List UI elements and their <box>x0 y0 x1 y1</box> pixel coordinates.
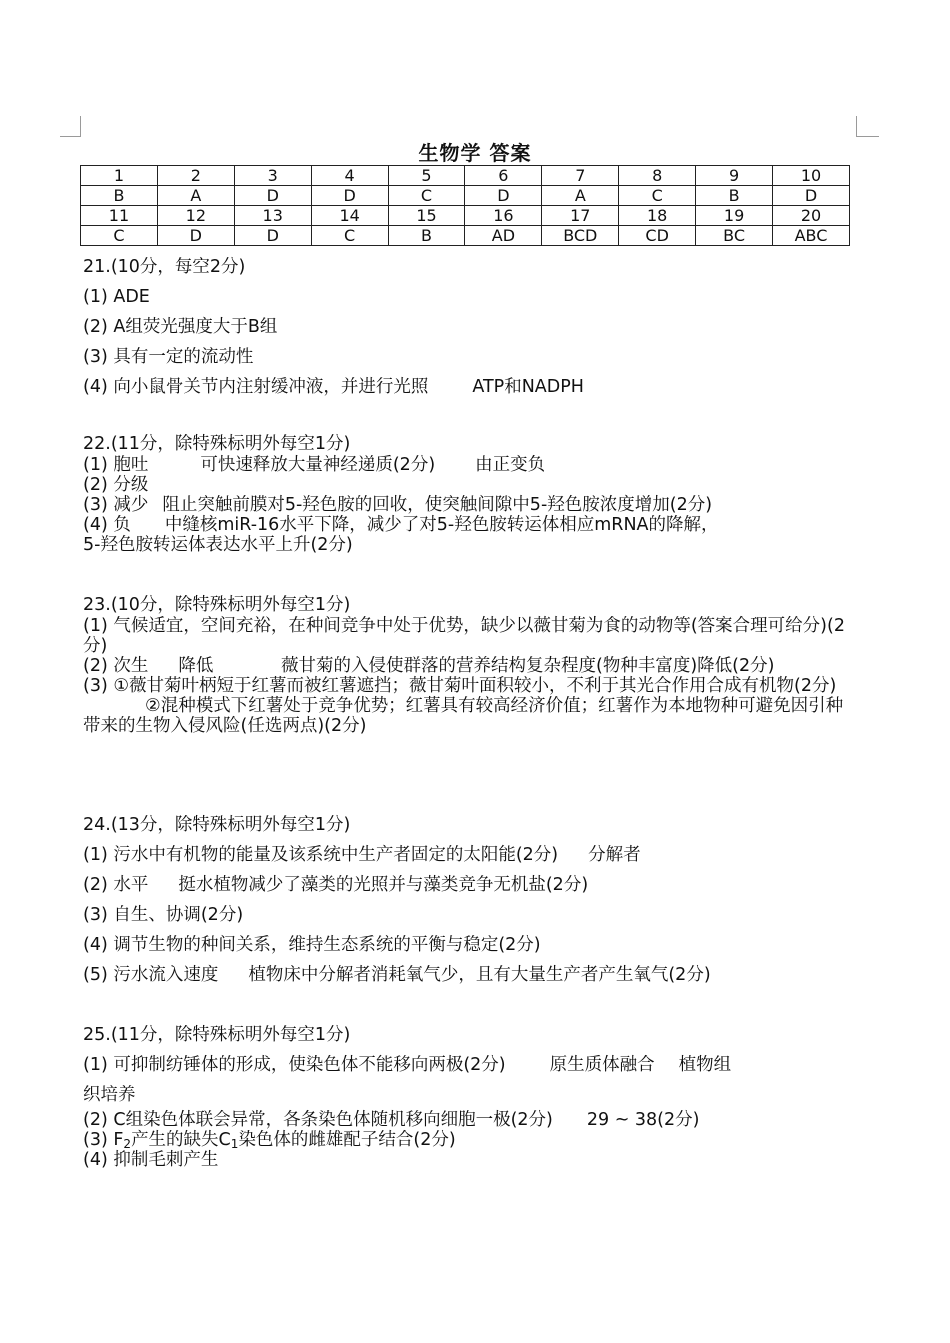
answer-cell: C <box>311 226 388 246</box>
q24-header: 24.(13分，除特殊标明外每空1分) <box>83 815 351 835</box>
question-number-cell: 14 <box>311 206 388 226</box>
answer-cell: B <box>388 226 465 246</box>
q22-answer-1 <box>83 455 873 475</box>
q24-answer-2 <box>83 870 873 900</box>
q21-answer-1: (1) ADE <box>83 287 150 307</box>
question-number-row <box>81 166 850 186</box>
q22-answer-4-part-b: 中缝核miR-16水平下降，减少了对5-羟色胺转运体相应mRNA的降解， <box>164 515 719 535</box>
crop-mark-right <box>856 116 879 137</box>
q24-answer-5-part-a: (5) 污水流入速度 <box>83 965 219 985</box>
q24-answer-2-part-b: 挺水植物减少了藻类的光照并与藻类竞争无机盐(2分) <box>178 875 589 895</box>
q22-answer-4 <box>83 515 873 535</box>
question-number-cell: 1 <box>81 166 158 186</box>
answer-cell: C <box>388 186 465 206</box>
q25-answer-3 <box>83 1130 873 1150</box>
question-23 <box>83 594 853 736</box>
q21-answer-4-part-a: (4) 向小鼠骨关节内注射缓冲液，并进行光照 <box>83 377 429 397</box>
q25-answer-1-part-a: (1) 可抑制纺锤体的形成，使染色体不能移向两极(2分) <box>83 1055 506 1075</box>
q22-answer-4-continued: 5-羟色胺转运体表达水平上升(2分) <box>83 535 353 555</box>
q23-answer-3-part-a: (3) ①薇甘菊叶柄短于红薯而被红薯遮挡；薇甘菊叶面积较小，不利于其光合作用合成有机物(2分) <box>83 676 837 696</box>
q22-answer-3 <box>83 495 873 515</box>
q21-answer-4-part-b: ATP和NADPH <box>472 377 584 397</box>
q24-answer-5 <box>83 960 873 990</box>
q23-answer-1: (1) 气候适宜，空间充裕，在种间竞争中处于优势，缺少以薇甘菊为食的动物等(答案合理可给分)(2分) <box>83 616 845 656</box>
q25-answer-3-text-3: 染色体的雌雄配子结合(2分) <box>238 1130 456 1150</box>
question-number-cell: 15 <box>388 206 465 226</box>
q25-answer-2-part-b: 29 ~ 38(2分) <box>586 1110 700 1130</box>
q25-answer-3-subscript-1: 2 <box>123 1137 132 1151</box>
question-24 <box>83 810 873 990</box>
question-number-cell: 5 <box>388 166 465 186</box>
q23-header: 23.(10分，除特殊标明外每空1分) <box>83 595 351 615</box>
q22-answer-3-part-b: 阻止突触前膜对5-羟色胺的回收，使突触间隙中5-羟色胺浓度增加(2分) <box>162 495 713 515</box>
crop-mark-left <box>60 116 81 137</box>
question-number-cell: 11 <box>81 206 158 226</box>
answer-cell: C <box>619 186 696 206</box>
question-25 <box>83 1020 873 1170</box>
q23-answer-2-part-a: (2) 次生 <box>83 656 149 676</box>
answer-cell: D <box>773 186 850 206</box>
question-number-cell: 18 <box>619 206 696 226</box>
question-number-cell: 16 <box>465 206 542 226</box>
answer-cell: BC <box>696 226 773 246</box>
q25-answer-1-part-c: 植物组 <box>678 1055 732 1075</box>
answer-cell: D <box>465 186 542 206</box>
q22-answer-3-part-a: (3) 减少 <box>83 495 149 515</box>
answer-cell: CD <box>619 226 696 246</box>
question-number-cell: 2 <box>157 166 234 186</box>
question-number-row <box>81 206 850 226</box>
q23-answer-2-part-b: 降低 <box>178 656 214 676</box>
q25-answer-2-part-a: (2) C组染色体联会异常，各条染色体随机移向细胞一极(2分) <box>83 1110 553 1130</box>
q22-answer-1-part-b: 可快速释放大量神经递质(2分) <box>200 455 436 475</box>
q22-answer-2: (2) 分级 <box>83 475 149 495</box>
question-number-cell: 12 <box>157 206 234 226</box>
q22-answer-1-part-c: 由正变负 <box>475 455 546 475</box>
q21-answer-4 <box>83 372 873 402</box>
answer-cell: D <box>234 226 311 246</box>
q24-answer-1-part-b: 分解者 <box>588 845 641 865</box>
answer-cell: D <box>157 226 234 246</box>
question-number-cell: 19 <box>696 206 773 226</box>
question-number-cell: 7 <box>542 166 619 186</box>
q25-answer-1 <box>83 1050 873 1080</box>
question-number-cell: 10 <box>773 166 850 186</box>
question-number-cell: 3 <box>234 166 311 186</box>
question-number-cell: 4 <box>311 166 388 186</box>
answer-row <box>81 186 850 206</box>
q22-header: 22.(11分，除特殊标明外每空1分) <box>83 434 351 454</box>
answer-cell: C <box>81 226 158 246</box>
question-number-cell: 9 <box>696 166 773 186</box>
q25-answer-2 <box>83 1110 873 1130</box>
q24-answer-2-part-a: (2) 水平 <box>83 875 149 895</box>
answer-key-table <box>80 165 850 246</box>
q21-answer-3: (3) 具有一定的流动性 <box>83 347 254 367</box>
question-number-cell: 17 <box>542 206 619 226</box>
q22-answer-4-part-a: (4) 负 <box>83 515 131 535</box>
answer-cell: BCD <box>542 226 619 246</box>
answer-cell: A <box>157 186 234 206</box>
q23-answer-2-part-c: 薇甘菊的入侵使群落的营养结构复杂程度(物种丰富度)降低(2分) <box>281 656 775 676</box>
q24-answer-1 <box>83 840 873 870</box>
question-number-cell: 13 <box>234 206 311 226</box>
question-22 <box>83 433 873 555</box>
answer-row <box>81 226 850 246</box>
answer-cell: ABC <box>773 226 850 246</box>
answer-cell: AD <box>465 226 542 246</box>
question-number-cell: 8 <box>619 166 696 186</box>
q25-answer-3-text-1: (3) F <box>83 1130 124 1150</box>
q25-header: 25.(11分，除特殊标明外每空1分) <box>83 1025 351 1045</box>
q21-header: 21.(10分，每空2分) <box>83 257 246 277</box>
q25-answer-3-subscript-2: 1 <box>230 1137 239 1151</box>
q24-answer-1-part-a: (1) 污水中有机物的能量及该系统中生产者固定的太阳能(2分) <box>83 845 559 865</box>
answer-cell: A <box>542 186 619 206</box>
q23-answer-3-part-b: ②混种模式下红薯处于竞争优势；红薯具有较高经济价值；红薯作为本地物种可避免因引种带来的生物入侵风险(任选两点)(2分) <box>83 696 844 736</box>
answer-cell: D <box>311 186 388 206</box>
answer-cell: D <box>234 186 311 206</box>
page-title: 生物学 答案 <box>418 141 532 165</box>
q25-answer-1-part-b: 原生质体融合 <box>549 1055 655 1075</box>
q24-answer-4: (4) 调节生物的种间关系，维持生态系统的平衡与稳定(2分) <box>83 935 541 955</box>
q24-answer-5-part-b: 植物床中分解者消耗氧气少，且有大量生产者产生氧气(2分) <box>248 965 711 985</box>
answer-cell: B <box>81 186 158 206</box>
q24-answer-3: (3) 自生、协调(2分) <box>83 905 244 925</box>
q25-answer-4: (4) 抑制毛刺产生 <box>83 1150 219 1170</box>
q25-answer-1-continued: 织培养 <box>83 1085 136 1105</box>
question-number-cell: 6 <box>465 166 542 186</box>
q25-answer-3-text-2: 产生的缺失C <box>131 1130 231 1150</box>
question-number-cell: 20 <box>773 206 850 226</box>
question-21 <box>83 252 873 402</box>
answer-cell: B <box>696 186 773 206</box>
q21-answer-2: (2) A组荧光强度大于B组 <box>83 317 278 337</box>
q22-answer-1-part-a: (1) 胞吐 <box>83 455 149 475</box>
